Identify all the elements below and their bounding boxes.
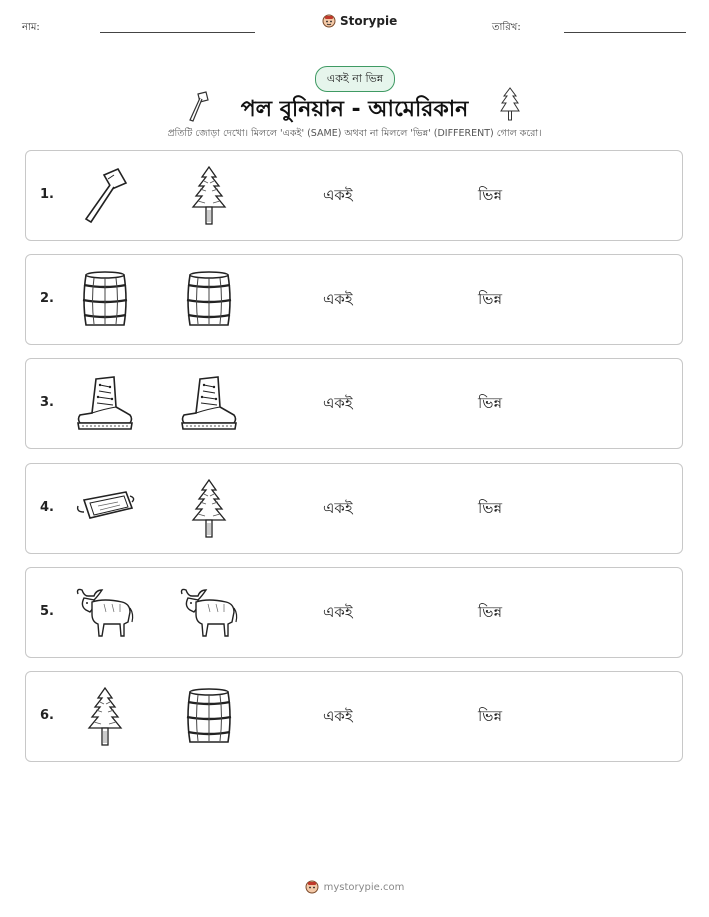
row-number: 2. — [40, 291, 54, 306]
baking-pan-icon — [74, 478, 136, 540]
footer-url[interactable]: mystorypie.com — [323, 881, 405, 893]
different-option[interactable]: ভিন্ন — [478, 394, 503, 412]
pine-tree-icon — [498, 86, 522, 128]
date-line — [564, 32, 686, 33]
name-label: নাম: — [22, 22, 40, 33]
different-option[interactable]: ভিন্ন — [478, 603, 503, 621]
pair-row — [25, 671, 683, 762]
row-number: 5. — [40, 604, 54, 619]
barrel-icon — [178, 269, 240, 331]
row-number: 1. — [40, 187, 54, 202]
pine-tree-icon — [178, 165, 240, 227]
brand-name: Storypie — [340, 14, 398, 28]
axe-icon — [74, 165, 136, 227]
same-option[interactable]: একই — [323, 603, 353, 621]
row-number: 3. — [40, 395, 54, 410]
pair-row — [25, 254, 683, 345]
pair-row — [25, 567, 683, 658]
same-option[interactable]: একই — [323, 290, 353, 308]
different-option[interactable]: ভিন্ন — [478, 499, 503, 517]
pair-row — [25, 358, 683, 449]
row-number: 4. — [40, 500, 54, 515]
same-option[interactable]: একই — [323, 499, 353, 517]
row-number: 6. — [40, 708, 54, 723]
footer — [0, 880, 709, 894]
same-option[interactable]: একই — [323, 707, 353, 725]
worksheet-type-badge: একই না ভিন্ন — [315, 66, 395, 92]
different-option[interactable]: ভিন্ন — [478, 707, 503, 725]
ox-icon — [74, 582, 136, 644]
boot-icon — [74, 373, 136, 435]
same-option[interactable]: একই — [323, 186, 353, 204]
barrel-icon — [178, 686, 240, 748]
pair-row — [25, 463, 683, 554]
page-title: পল বুনিয়ান - আমেরিকান — [240, 97, 469, 122]
same-option[interactable]: একই — [323, 394, 353, 412]
pine-tree-icon — [74, 686, 136, 748]
instructions: প্রতিটি জোড়া দেখো। মিললে 'একই' (SAME) অথবা না মিললে 'ভিন্ন' (DIFFERENT) গোল করো। — [167, 128, 542, 139]
date-label: তারিখ: — [492, 22, 521, 33]
storypie-mascot-icon — [322, 14, 336, 28]
different-option[interactable]: ভিন্ন — [478, 290, 503, 308]
boot-icon — [178, 373, 240, 435]
name-line — [100, 32, 255, 33]
barrel-icon — [74, 269, 136, 331]
ox-icon — [178, 582, 240, 644]
brand-logo — [322, 14, 397, 28]
storypie-mascot-icon — [305, 880, 319, 894]
pair-row — [25, 150, 683, 241]
pine-tree-icon — [178, 478, 240, 540]
different-option[interactable]: ভিন্ন — [478, 186, 503, 204]
